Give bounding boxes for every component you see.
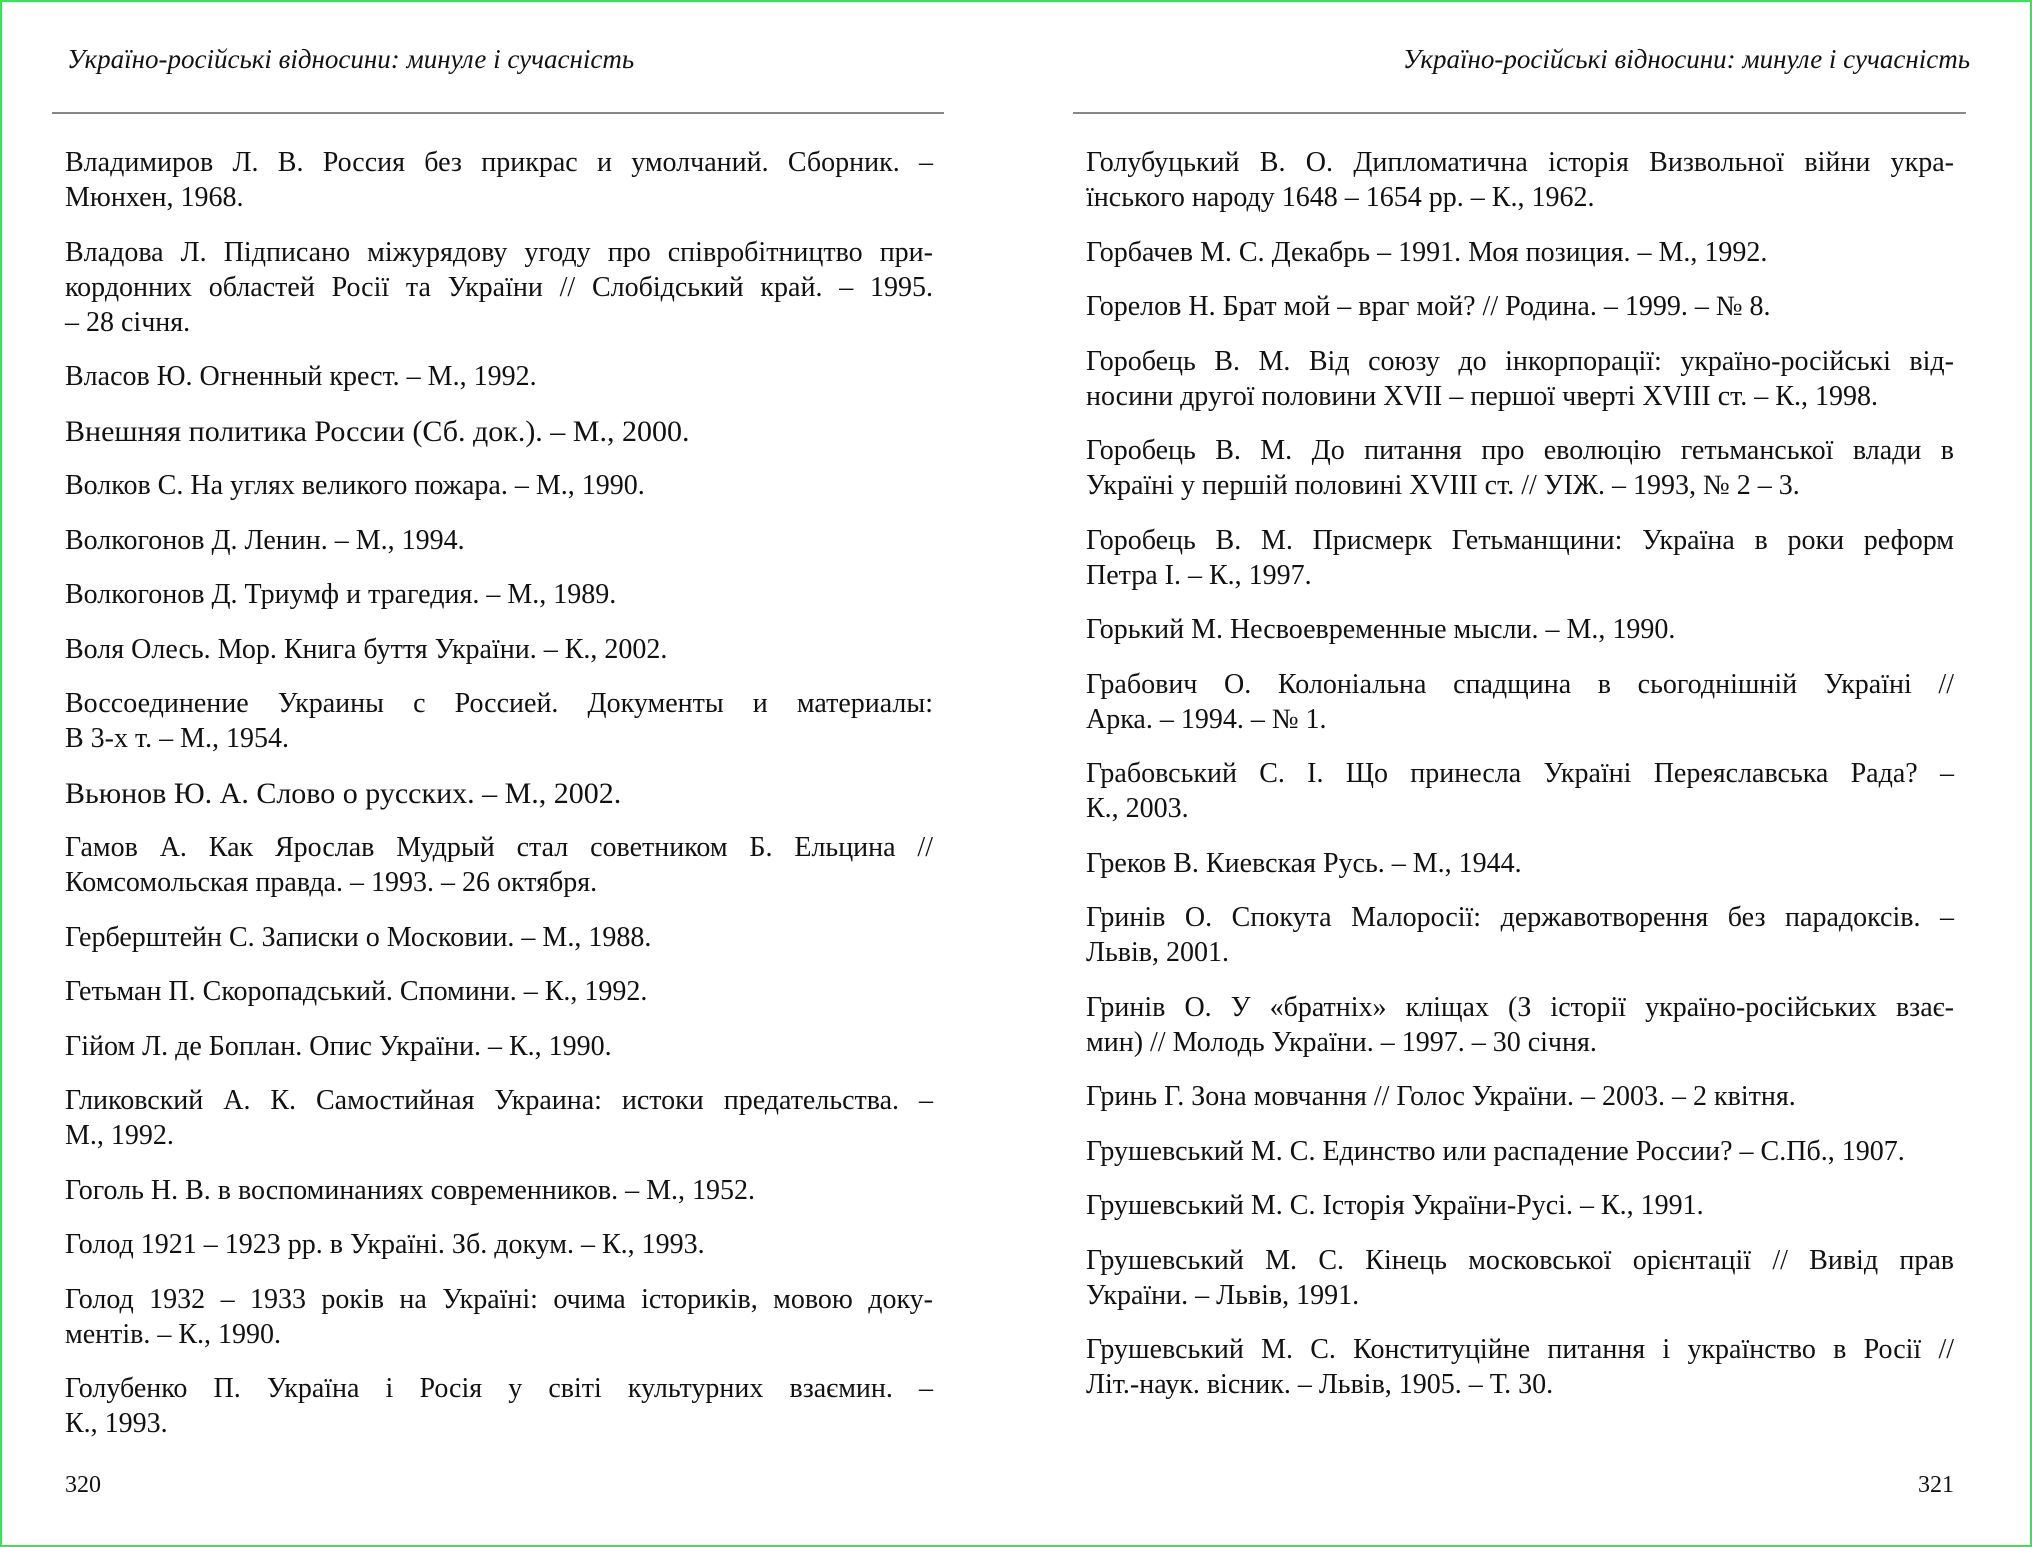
- entry-line: їнського народу 1648 – 1654 рр. – К., 1962.: [1086, 182, 1595, 213]
- bibliography-entry: [65, 523, 933, 558]
- bibliography-list: [1086, 145, 1954, 1422]
- entry-line: В 3-х т. – М., 1954.: [65, 723, 290, 754]
- entry-line: Волков С. На углях великого пожара. – М., 1990.: [65, 470, 645, 501]
- entry-line: носини другої половини XVII – першої чверті XVIII ст. – К., 1998.: [1086, 380, 1878, 412]
- entry-line: Гетьман П. Скоропадський. Спомини. – К., 1992.: [65, 976, 648, 1007]
- entry-line: Гоголь Н. В. в воспоминаниях современников. – М., 1952.: [65, 1174, 756, 1206]
- entry-line: ментів. – К., 1990.: [65, 1318, 282, 1350]
- bibliography-entry: [1086, 523, 1954, 593]
- bibliography-entry: [1086, 612, 1954, 647]
- entry-line: Голубуцький В. О. Дипломатична історія Визвольної війни укра-: [1086, 147, 1954, 178]
- entry-line: Горобець В. М. До питання про еволюцію гетьманської влади в: [1086, 435, 1954, 466]
- entry-line: Гринь Г. Зона мовчання // Голос України. – 2003. – 2 квітня.: [1086, 1081, 1796, 1112]
- bibliography-entry: [65, 359, 933, 394]
- bibliography-entry: [1086, 667, 1954, 737]
- entry-line: Греков В. Киевская Русь. – М., 1944.: [1086, 847, 1522, 879]
- entry-line: Вьюнов Ю. А. Слово о русских. – М., 2002.: [65, 776, 622, 810]
- entry-line: Львів, 2001.: [1086, 937, 1229, 968]
- entry-line: кордонних областей Росії та України // Слобідський край. – 1995.: [65, 271, 933, 303]
- entry-line: Владимиров Л. В. Россия без прикрас и умолчаний. Сборник. –: [65, 147, 933, 178]
- bibliography-entry: [1086, 1188, 1954, 1223]
- bibliography-entry: [65, 414, 933, 449]
- header-rule: [52, 112, 944, 114]
- entry-line: Горелов Н. Брат мой – враг мой? // Родина. – 1999. – № 8.: [1086, 291, 1771, 322]
- bibliography-entry: [65, 776, 933, 811]
- running-head: Україно-російські відносини: минуле і сучасність: [67, 44, 635, 74]
- bibliography-entry: [1086, 756, 1954, 826]
- entry-line: Грушевський М. С. Кінець московської орієнтації // Вивід прав: [1086, 1244, 1954, 1276]
- bibliography-entry: [65, 235, 933, 340]
- bibliography-list: [65, 145, 933, 1461]
- bibliography-entry: [65, 1083, 933, 1153]
- entry-line: України. – Львів, 1991.: [1086, 1279, 1360, 1311]
- bibliography-entry: [1086, 1332, 1954, 1402]
- entry-line: Грушевський М. С. Історія України-Русі. – К., 1991.: [1086, 1190, 1704, 1221]
- entry-line: Петра І. – К., 1997.: [1086, 559, 1312, 591]
- page-number: 321: [1918, 1472, 1954, 1498]
- entry-line: Владова Л. Підписано міжурядову угоду про співробітництво при-: [65, 236, 933, 268]
- entry-line: мин) // Молодь України. – 1997. – 30 січня.: [1086, 1026, 1597, 1058]
- bibliography-entry: [65, 632, 933, 667]
- entry-line: Мюнхен, 1968.: [65, 182, 244, 213]
- bibliography-entry: [65, 468, 933, 503]
- entry-line: Власов Ю. Огненный крест. – М., 1992.: [65, 361, 537, 392]
- entry-line: Грабович О. Колоніальна спадщина в сьогоднішній Україні //: [1086, 668, 1954, 700]
- bibliography-entry: [65, 974, 933, 1009]
- bibliography-entry: [65, 145, 933, 215]
- bibliography-entry: [65, 830, 933, 900]
- bibliography-entry: [1086, 433, 1954, 503]
- entry-line: Волкогонов Д. Ленин. – М., 1994.: [65, 524, 465, 556]
- entry-line: Волкогонов Д. Триумф и трагедия. – М., 1989.: [65, 579, 617, 610]
- entry-line: Внешняя политика России (Сб. док.). – М., 2000.: [65, 414, 690, 448]
- bibliography-entry: [1086, 1243, 1954, 1313]
- entry-line: Голубенко П. Україна і Росія у світі культурних взаємин. –: [65, 1373, 933, 1404]
- bibliography-entry: [1086, 235, 1954, 270]
- bibliography-entry: [65, 1173, 933, 1208]
- entry-line: Комсомольская правда. – 1993. – 26 октября.: [65, 867, 598, 898]
- bibliography-entry: [65, 1029, 933, 1064]
- entry-line: М., 1992.: [65, 1120, 174, 1151]
- bibliography-entry: [65, 1227, 933, 1262]
- entry-line: Гійом Л. де Боплан. Опис України. – К., 1990.: [65, 1030, 612, 1062]
- bibliography-entry: [1086, 1079, 1954, 1114]
- entry-line: Горобець В. М. Від союзу до інкорпорації: україно-російські від-: [1086, 345, 1954, 377]
- bibliography-entry: [65, 686, 933, 756]
- bibliography-entry: [1086, 846, 1954, 881]
- bibliography-entry: [65, 920, 933, 955]
- entry-line: К., 1993.: [65, 1408, 168, 1439]
- header-rule: [1073, 112, 1966, 114]
- bibliography-entry: [65, 1371, 933, 1441]
- entry-line: Воля Олесь. Мор. Книга буття України. – К., 2002.: [65, 633, 668, 665]
- entry-line: Грушевський М. С. Конституційне питання і українство в Росії //: [1086, 1334, 1954, 1365]
- entry-line: Горький М. Несвоевременные мысли. – М., 1990.: [1086, 614, 1676, 645]
- entry-line: Горбачев М. С. Декабрь – 1991. Моя позиция. – М., 1992.: [1086, 236, 1768, 268]
- entry-line: Україні у першій половині XVIII ст. // УІЖ. – 1993, № 2 – 3.: [1086, 470, 1800, 501]
- entry-line: Арка. – 1994. – № 1.: [1086, 703, 1327, 735]
- bibliography-entry: [65, 1282, 933, 1352]
- entry-line: Голод 1921 – 1923 рр. в Україні. Зб. докум. – К., 1993.: [65, 1229, 705, 1260]
- bibliography-entry: [1086, 145, 1954, 215]
- entry-line: – 28 січня.: [65, 306, 191, 338]
- entry-line: Гамов А. Как Ярослав Мудрый стал советником Б. Ельцина //: [65, 832, 933, 863]
- bibliography-entry: [1086, 289, 1954, 324]
- entry-line: Гликовский А. К. Самостийная Украина: истоки предательства. –: [65, 1085, 933, 1116]
- running-head: Україно-російські відносини: минуле і сучасність: [1402, 44, 1970, 74]
- entry-line: Горобець В. М. Присмерк Гетьманщини: Україна в роки реформ: [1086, 524, 1954, 556]
- entry-line: Герберштейн С. Записки о Московии. – М., 1988.: [65, 921, 652, 953]
- entry-line: Воссоединение Украины с Россией. Документы и материалы:: [65, 688, 933, 719]
- bibliography-entry: [1086, 900, 1954, 970]
- bibliography-entry: [1086, 344, 1954, 414]
- right-page: [1016, 0, 2032, 1547]
- entry-line: Грабовський С. І. Що принесла Україні Переяславська Рада? –: [1086, 758, 1954, 789]
- entry-line: Гринів О. Спокута Малоросії: державотворення без парадоксів. –: [1086, 902, 1954, 933]
- bibliography-entry: [1086, 990, 1954, 1060]
- bibliography-entry: [1086, 1134, 1954, 1169]
- entry-line: К., 2003.: [1086, 793, 1189, 824]
- entry-line: Грушевський М. С. Единство или распадение России? – С.Пб., 1907.: [1086, 1135, 1905, 1167]
- entry-line: Гринів О. У «братніх» кліщах (З історії україно-російських взає-: [1086, 991, 1954, 1023]
- page-number: 320: [65, 1472, 101, 1498]
- entry-line: Літ.-наук. вісник. – Львів, 1905. – Т. 30.: [1086, 1369, 1554, 1400]
- bibliography-entry: [65, 577, 933, 612]
- entry-line: Голод 1932 – 1933 років на Україні: очима істориків, мовою доку-: [65, 1283, 933, 1315]
